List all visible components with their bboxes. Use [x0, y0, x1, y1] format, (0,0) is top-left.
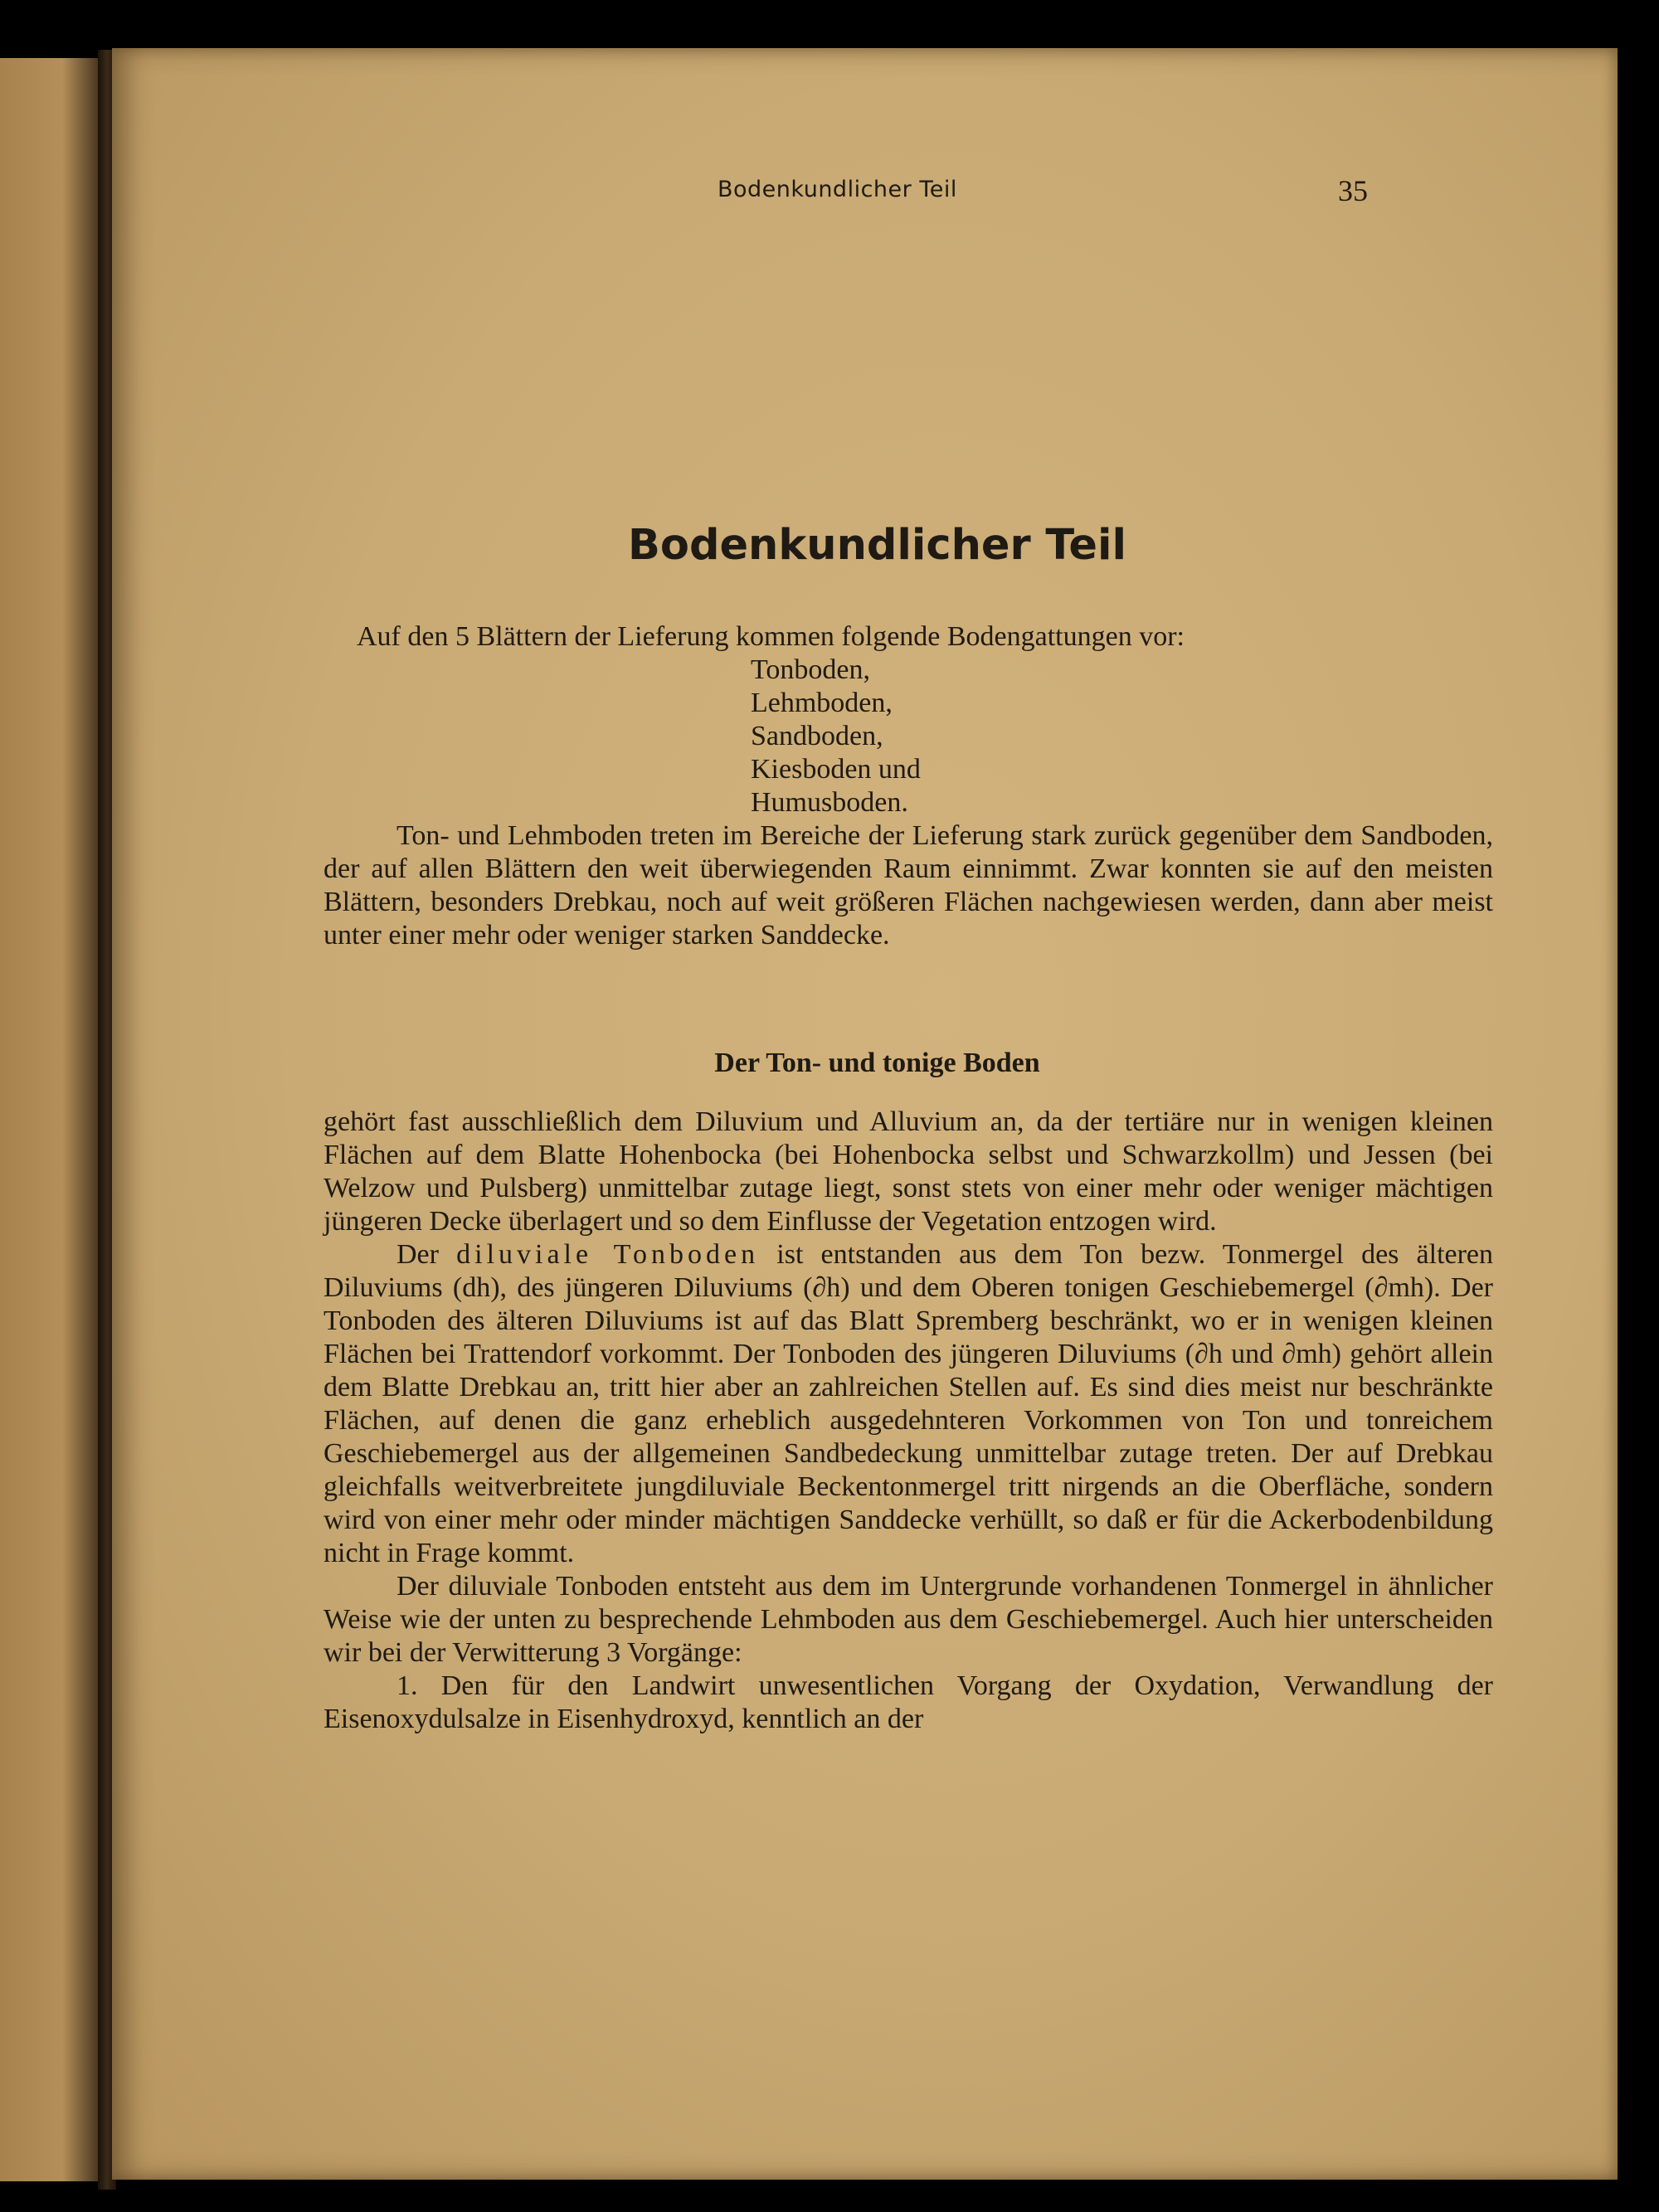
left-page-edge [0, 58, 104, 2181]
paragraph [324, 1238, 1493, 1570]
soil-type-item: Kiesboden und [751, 754, 921, 785]
intro-sentence: Auf den 5 Blättern der Lieferung kommen folgende Bodengattungen vor: [357, 621, 1185, 652]
soil-type-list [751, 654, 921, 819]
paragraph-block-1 [324, 819, 1493, 952]
page-number: 35 [1338, 174, 1368, 207]
paragraph-block-2 [324, 1106, 1493, 1736]
paragraph: Der diluviale Tonboden entsteht aus dem im Untergrunde vorhandenen Tonmergel in ähnlicher Weise wie der unten zu besprechende Lehmboden aus dem Geschiebemergel. Auch hier unterscheiden wir bei der Verwitterung 3 Vorgänge: [324, 1571, 1493, 1668]
soil-type-item: Lehmboden, [751, 688, 893, 718]
running-head-title: Bodenkundlicher Teil [718, 177, 957, 202]
paragraph-rest: ist entstanden aus dem Ton bezw. Tonmergel des älteren Diluviums (dh), des jüngeren Diluviums (∂h) und dem Oberen tonigen Geschiebemergel (∂mh). Der Tonboden des älteren Diluviums ist auf das Blatt Spremberg beschränkt, wo er in wenigen kleinen Flächen bei Trattendorf vorkommt. Der Tonboden des jüngeren Diluviums (∂h und ∂mh) gehört allein dem Blatte Drebkau an, tritt hier aber an zahlreichen Stellen auf. Es sind dies meist nur beschränkte Flächen, auf denen die ganz erheblich ausgedehnteren Vorkommen von Ton und tonreichem Geschiebemergel aus der allgemeinen Sandbedeckung unmittelbar zutage treten. Der auf Drebkau gleichfalls weitverbreitete jungdiluviale Beckentonmergel tritt nirgends an die Oberfläche, sondern wird von einer mehr oder minder mächtigen Sanddecke verhüllt, so daß er für die Ackerbodenbildung nicht in Frage kommt. [324, 1239, 1494, 1568]
running-head [112, 174, 1618, 210]
paragraph: Ton- und Lehmboden treten im Bereiche der Lieferung stark zurück gegenüber dem Sandboden, der auf allen Blättern den weit überwiegenden Raum einnimmt. Zwar konnten sie auf den meisten Blättern, besonders Drebkau, noch auf weit größeren Flächen nachgewiesen werden, dann aber meist unter einer mehr oder weniger starken Sanddecke. [324, 820, 1493, 950]
paragraph: gehört fast ausschließlich dem Diluvium und Alluvium an, da der tertiäre nur in wenigen kleinen Flächen auf dem Blatte Hohenbocka (bei Hohenbocka selbst und Schwarzkollm) und Jessen (bei Welzow und Pulsberg) unmittelbar zutage liegt, sonst stets von einer mehr oder weniger mächtigen jüngeren Decke überlagert und so dem Einflusse der Vegetation entzogen wird. [324, 1106, 1493, 1237]
paragraph: 1. Den für den Landwirt unwesentlichen Vorgang der Oxydation, Verwandlung der Eisenoxydulsalze in Eisenhydroxyd, kenntlich an der [324, 1670, 1493, 1734]
intro-block [324, 620, 1493, 654]
book-page [112, 48, 1618, 2180]
soil-type-item: Sandboden, [751, 721, 883, 751]
paragraph-lead: Der [397, 1239, 439, 1270]
emphasized-term: diluviale Tonboden [456, 1239, 760, 1270]
section-heading: Der Ton- und tonige Boden [714, 1048, 1040, 1078]
soil-type-item: Humusboden. [751, 787, 908, 818]
chapter-title: Bodenkundlicher Teil [628, 521, 1126, 570]
soil-type-item: Tonboden, [751, 654, 870, 685]
